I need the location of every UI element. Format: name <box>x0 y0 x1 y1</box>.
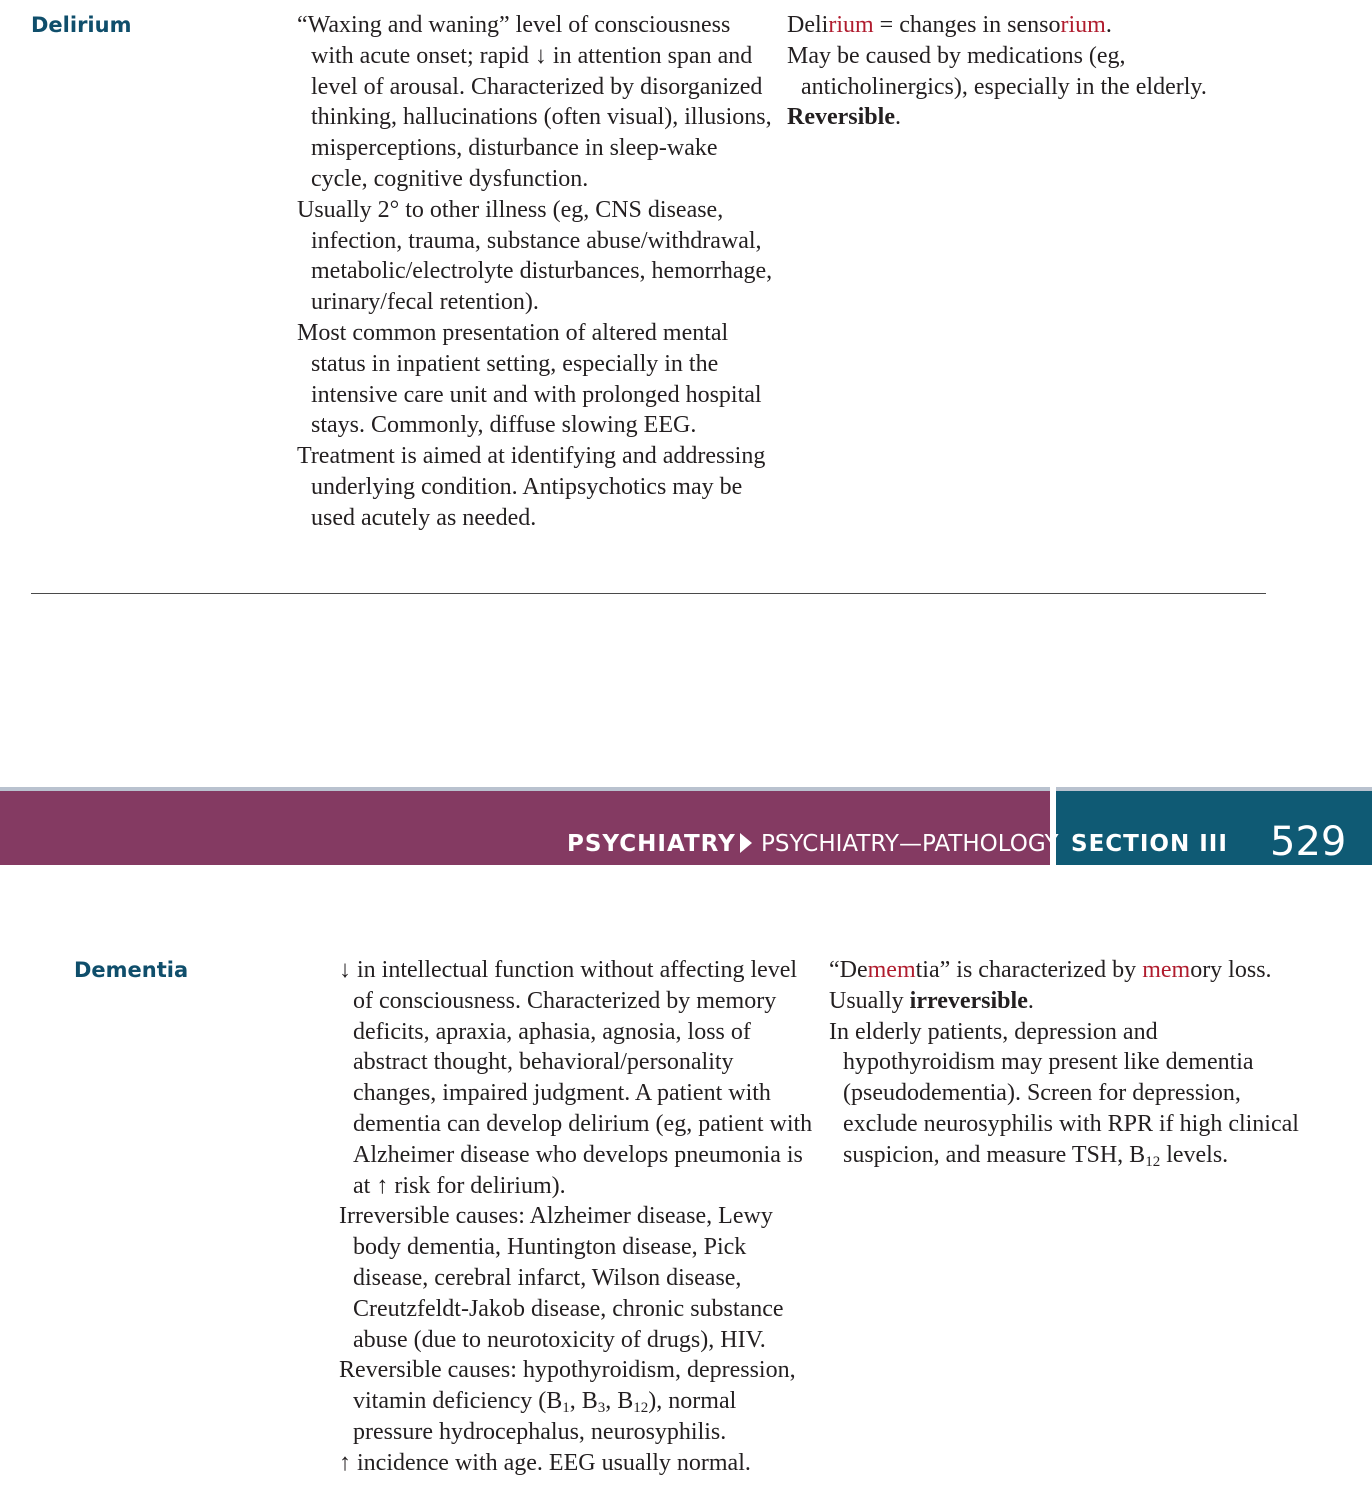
paragraph <box>787 102 1227 133</box>
text-run-red: mem <box>867 957 916 983</box>
text-run: In elderly patients, depression and hypothyroidism may present like dementia (pseudodementia). Screen for depression, exclude neurosyphilis with RPR if high clinical suspicion, and measure TSH, B <box>829 1018 1299 1168</box>
text-run: . <box>1027 987 1034 1014</box>
dementia-notes <box>829 955 1304 1171</box>
page-number: 529 <box>1270 819 1347 865</box>
subchapter-title: PSYCHIATRY—PATHOLOGY <box>761 831 1059 857</box>
paragraph <box>297 441 775 533</box>
text-run-sub: 12 <box>1145 1153 1161 1170</box>
text-run: = changes in senso <box>873 12 1061 38</box>
paragraph <box>339 1201 819 1355</box>
text-run: ory loss. <box>1190 957 1272 983</box>
dementia-description <box>339 955 819 1479</box>
text-run: Reversible causes: hypothyroidism, depression, vitamin deficiency (B <box>339 1357 796 1415</box>
paragraph <box>787 10 1227 41</box>
text-run: , B <box>605 1388 634 1415</box>
text-run-red: mem <box>1142 957 1191 983</box>
delirium-description <box>297 10 775 534</box>
text-run: Most common presentation of altered mental status in inpatient setting, especially in the intensive care unit and with prolonged hospital stays. Commonly, diffuse slowing EEG. <box>297 319 762 439</box>
text-run: levels. <box>1160 1141 1229 1168</box>
text-run: , B <box>569 1388 598 1415</box>
paragraph <box>339 1355 819 1447</box>
term-delirium: Delirium <box>31 13 132 37</box>
text-run: Usually 2° to other illness (eg, CNS disease, infection, trauma, substance abuse/withdrawal, metabolic/electrolyte disturbances, hemorrhage, urinary/fecal retention). <box>297 196 773 316</box>
text-run: Deli <box>787 12 829 38</box>
text-run-sub: 12 <box>633 1400 649 1417</box>
text-run: Irreversible causes: Alzheimer disease, Lewy body dementia, Huntington disease, Pick disease, cerebral infarct, Wilson disease, Creutzfeldt-Jakob disease, chronic substance abuse (due to neurotoxicity of drugs), HIV. <box>339 1203 784 1353</box>
chapter-title: PSYCHIATRY <box>567 831 736 857</box>
text-run-red: rium <box>828 12 874 38</box>
text-run: Treatment is aimed at identifying and addressing underlying condition. Antipsychotics may be used acutely as needed. <box>297 443 766 531</box>
text-run: . <box>894 104 901 131</box>
delirium-notes <box>787 10 1227 133</box>
triangle-arrow-icon <box>740 833 752 853</box>
page-header-band <box>0 787 1372 865</box>
paragraph <box>829 986 1304 1017</box>
text-run: . <box>1105 12 1112 38</box>
section-divider <box>31 593 1266 594</box>
text-run: “Waxing and waning” level of consciousness with acute onset; rapid ↓ in attention span and level of arousal. Characterized by disorganized thinking, hallucinations (often visual), illusions, misperceptions, disturbance in sleep-wake cycle, cognitive dysfunction. <box>297 12 772 192</box>
text-run: May be caused by medications (eg, anticholinergics), especially in the elderly. <box>787 42 1207 100</box>
paragraph <box>339 955 819 1201</box>
paragraph <box>297 195 775 318</box>
text-run: ↑ incidence with age. EEG usually normal. <box>339 1449 751 1476</box>
text-run-sub: 3 <box>597 1400 606 1417</box>
text-run-bold: irreversible <box>909 987 1028 1014</box>
paragraph <box>297 318 775 441</box>
text-run-sub: 1 <box>562 1400 570 1417</box>
text-run: “De <box>829 957 868 983</box>
text-run-bold: Reversible <box>787 104 895 131</box>
text-run: ), normal pressure hydrocephalus, neurosyphilis. <box>353 1388 737 1445</box>
text-run: Usually <box>829 987 910 1014</box>
section-label: SECTION III <box>1071 831 1228 857</box>
term-dementia: Dementia <box>74 958 189 982</box>
paragraph <box>297 10 775 195</box>
paragraph <box>339 1448 819 1479</box>
paragraph <box>787 41 1227 103</box>
text-run: tia” is characterized by <box>915 957 1143 983</box>
paragraph <box>829 1017 1304 1171</box>
paragraph <box>829 955 1304 986</box>
text-run: ↓ in intellectual function without affecting level of consciousness. Characterized by memory deficits, apraxia, aphasia, agnosia, loss of abstract thought, behavioral/personality changes, impaired judgment. A patient with dementia can develop delirium (eg, patient with Alzheimer disease who develops pneumonia is at ↑ risk for delirium). <box>339 957 813 1199</box>
text-run-red: rium <box>1060 12 1106 38</box>
